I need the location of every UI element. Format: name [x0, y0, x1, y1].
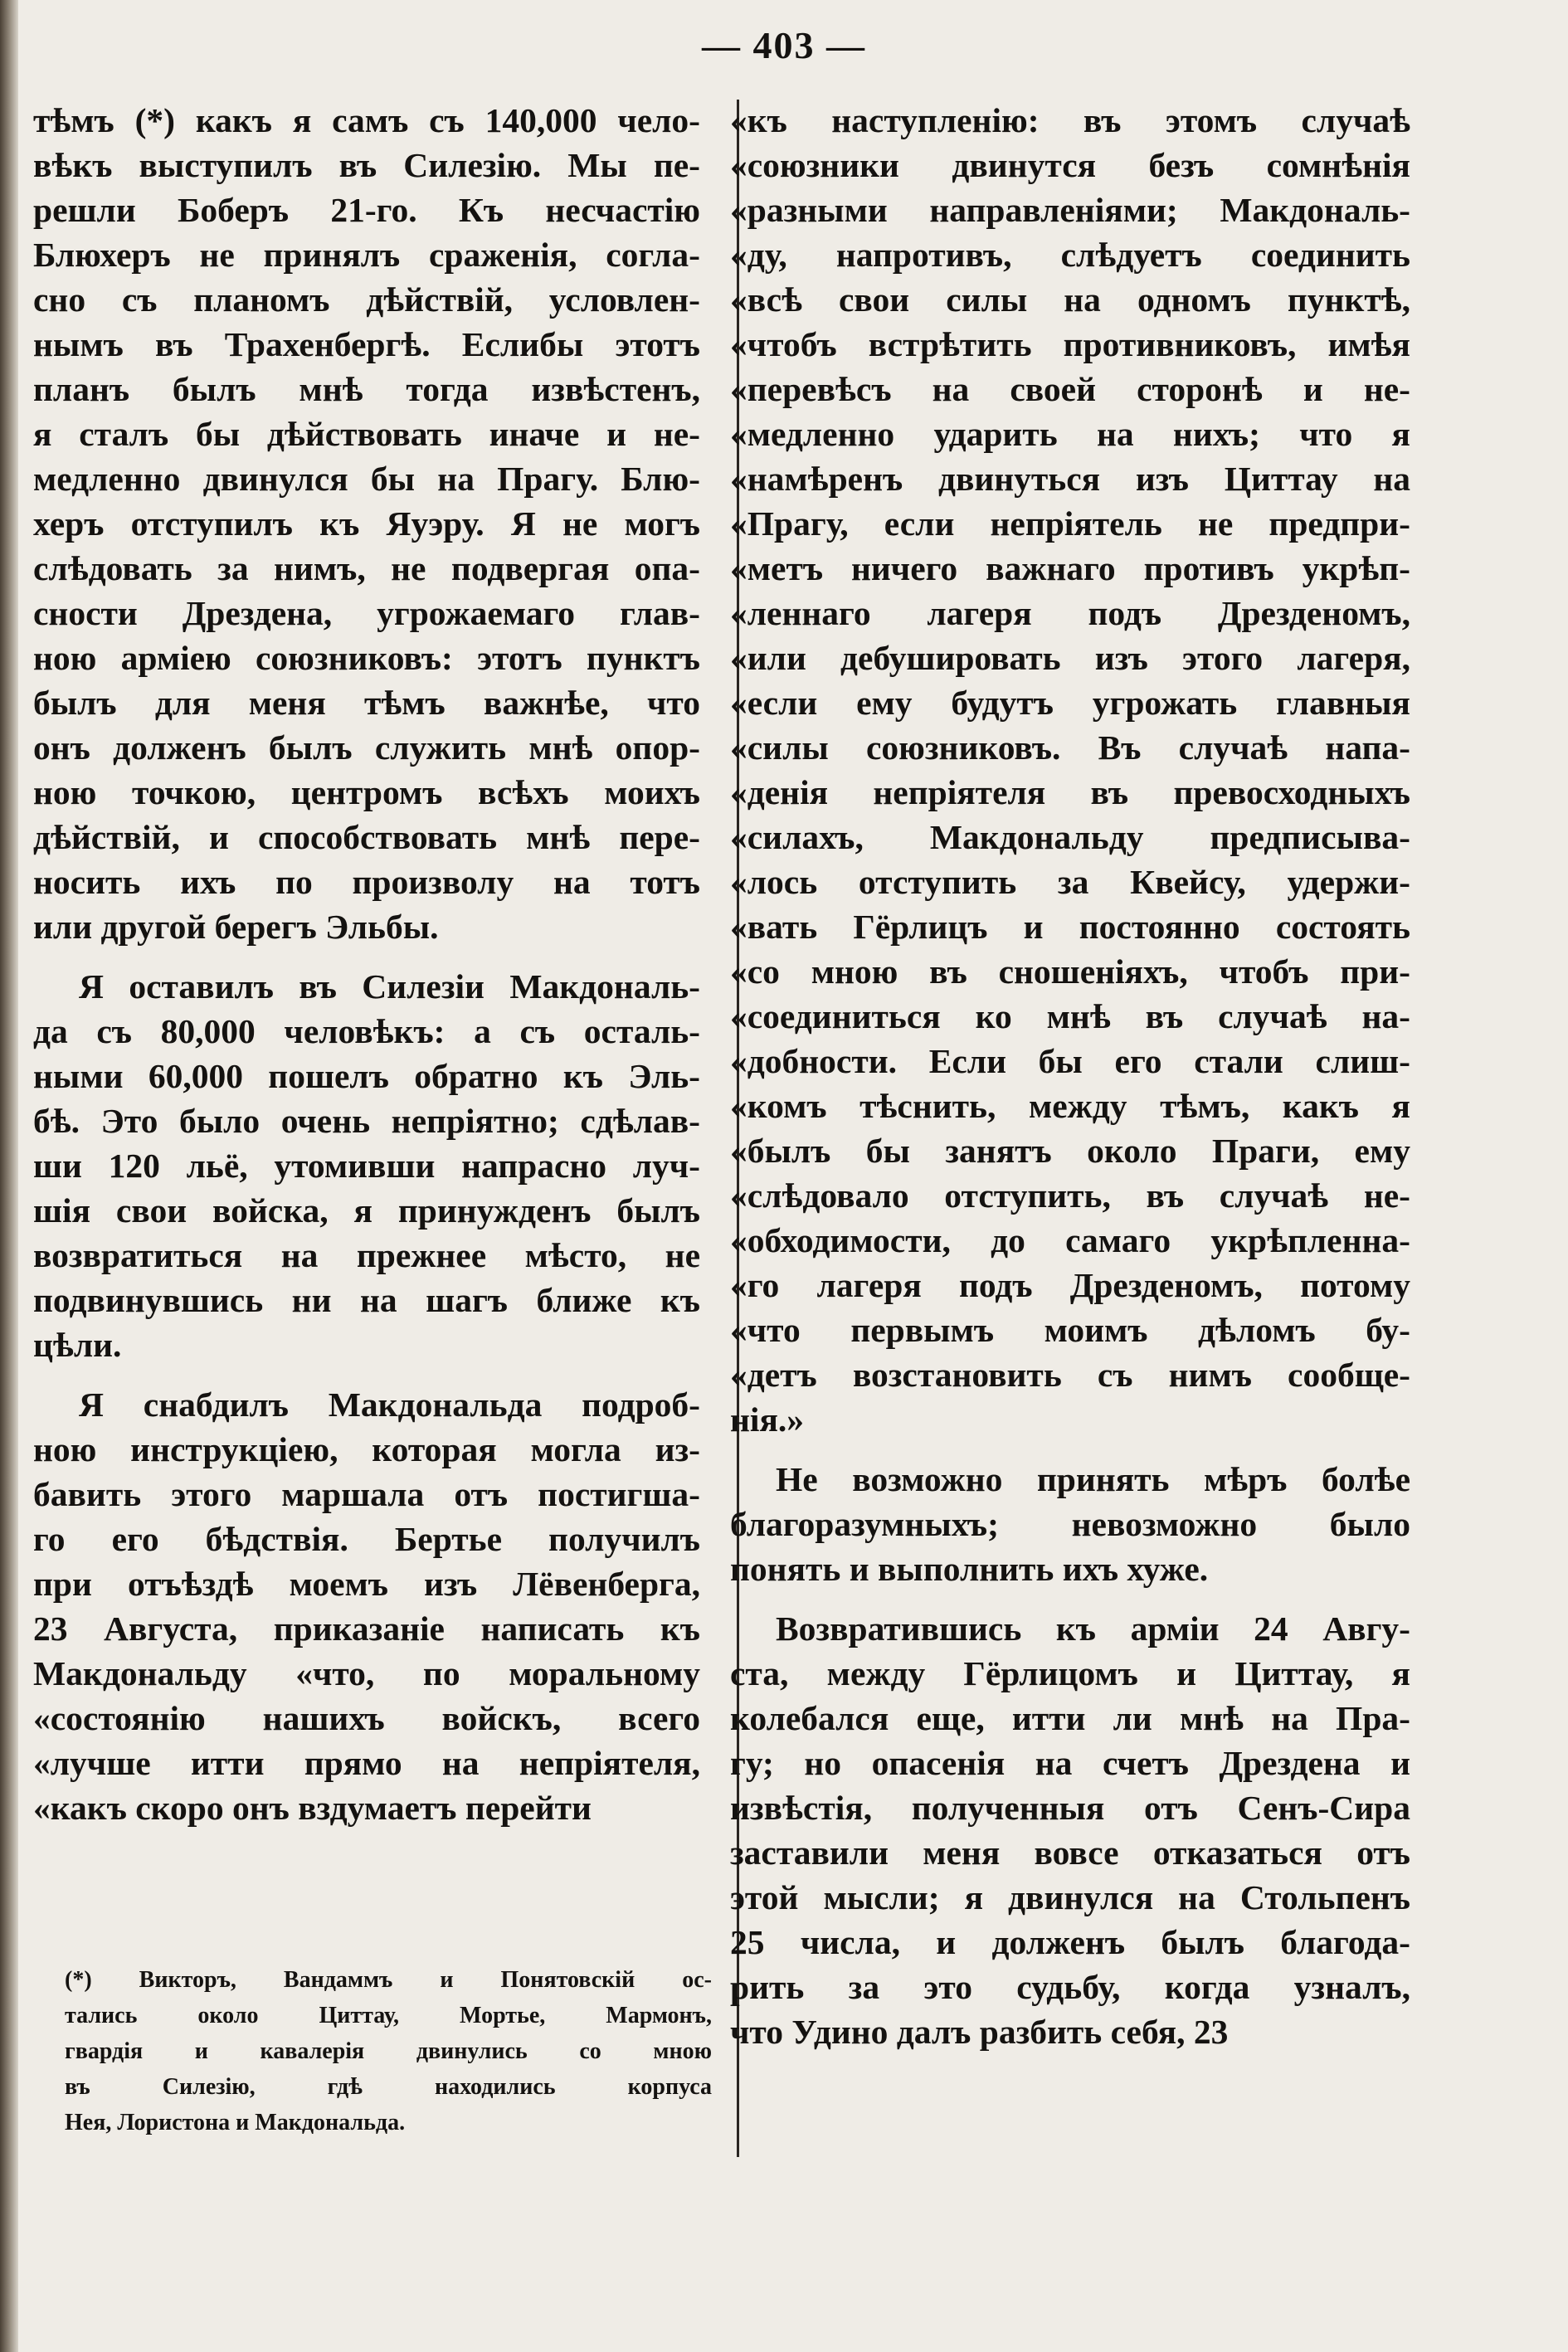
text-line: слѣдовать за нимъ, не подвергая опа- — [33, 549, 700, 587]
text-line: «Прагу, если непріятель не предпри- — [730, 504, 1410, 543]
text-line: колебался еще, итти ли мнѣ на Пра- — [730, 1699, 1410, 1737]
text-line: или другой берегъ Эльбы. — [33, 908, 439, 946]
text-line: решли Боберъ 21-го. Къ несчастію — [33, 191, 700, 229]
text-line: заставили меня вовсе отказаться отъ — [730, 1833, 1410, 1872]
text-line: «го лагеря подъ Дрезденомъ, потому — [730, 1266, 1410, 1304]
text-line: нымъ въ Трахенбергѣ. Еслибы этотъ — [33, 325, 700, 363]
text-line: «со мною въ сношеніяхъ, чтобъ при- — [730, 952, 1410, 991]
text-line: «всѣ свои силы на одномъ пунктѣ, — [730, 280, 1410, 319]
text-line: «вать Гёрлицъ и постоянно состоять — [730, 908, 1410, 946]
text-line: ною арміею союзниковъ: этотъ пунктъ — [33, 639, 700, 677]
text-line: «ду, напротивъ, слѣдуетъ соединить — [730, 236, 1410, 274]
footnote-line: тались около Циттау, Мортье, Мармонъ, — [65, 2003, 712, 2028]
text-line: Я снабдилъ Макдональда подроб- — [79, 1385, 700, 1424]
right-paragraph — [730, 98, 1410, 1442]
text-line: при отъѣздѣ моемъ изъ Лёвенберга, — [33, 1565, 700, 1603]
text-line: планъ былъ мнѣ тогда извѣстенъ, — [33, 370, 700, 408]
text-line: этой мысли; я двинулся на Стольпенъ — [730, 1878, 1410, 1916]
text-line: гу; но опасенія на счетъ Дрездена и — [730, 1744, 1410, 1782]
page-number: — 403 — — [702, 24, 866, 66]
text-line: понять и выполнить ихъ хуже. — [730, 1550, 1209, 1588]
right-paragraph — [730, 1606, 1410, 2054]
text-line: сно съ планомъ дѣйствій, условлен- — [33, 280, 700, 319]
text-line: ною инструкціею, которая могла из- — [33, 1430, 700, 1468]
text-line: «намѣренъ двинуться изъ Циттау на — [730, 460, 1410, 498]
text-line: благоразумныхъ; невозможно было — [730, 1505, 1410, 1543]
text-line: «что первымъ моимъ дѣломъ бу- — [730, 1311, 1410, 1349]
text-line: «леннаго лагеря подъ Дрезденомъ, — [730, 594, 1410, 632]
footnote-line: Нея, Лористона и Макдональда. — [65, 2110, 406, 2135]
text-line: Блюхеръ не принялъ сраженія, согла- — [33, 236, 700, 274]
left-paragraph — [33, 98, 700, 949]
text-line: «какъ скоро онъ вздумаетъ перейти — [33, 1789, 592, 1827]
right-paragraph — [730, 1457, 1410, 1591]
paragraph-gap — [33, 949, 700, 964]
text-line: «комъ тѣснить, между тѣмъ, какъ я — [730, 1087, 1410, 1125]
text-line: «лучше итти прямо на непріятеля, — [33, 1744, 700, 1782]
text-line: ши 120 льё, утомивши напрасно луч- — [33, 1147, 700, 1185]
text-line: «соединиться ко мнѣ въ случаѣ на- — [730, 997, 1410, 1035]
text-line: Не возможно принять мѣръ болѣе — [776, 1460, 1410, 1498]
text-line: дѣйствій, и способствовать мнѣ пере- — [33, 818, 700, 856]
text-line: «или дебушировать изъ этого лагеря, — [730, 639, 1410, 677]
text-line: «къ наступленію: въ этомъ случаѣ — [730, 101, 1410, 139]
text-line: «лось отступить за Квейсу, удержи- — [730, 863, 1410, 901]
text-line: Возвратившись къ арміи 24 Авгу- — [776, 1609, 1410, 1648]
text-line: «разными направленіями; Макдональ- — [730, 191, 1410, 229]
footnote-line: (*) Викторъ, Вандаммъ и Понятовскій ос- — [65, 1967, 712, 1993]
text-line: «силы союзниковъ. Въ случаѣ напа- — [730, 728, 1410, 767]
text-line: «былъ бы занятъ около Праги, ему — [730, 1132, 1410, 1170]
text-line: шія свои войска, я принужденъ былъ — [33, 1191, 700, 1230]
left-paragraph — [33, 1382, 700, 1830]
left-paragraph — [33, 964, 700, 1367]
text-line: «денія непріятеля въ превосходныхъ — [730, 773, 1410, 811]
text-line: нія.» — [730, 1400, 805, 1439]
footnote-line: гвардія и кавалерія двинулись со мною — [65, 2038, 712, 2064]
text-line: возвратиться на прежнее мѣсто, не — [33, 1236, 700, 1274]
text-line: вѣкъ выступилъ въ Силезію. Мы пе- — [33, 146, 700, 184]
text-line: Макдональду «что, по моральному — [33, 1654, 700, 1692]
text-line: «слѣдовало отступить, въ случаѣ не- — [730, 1176, 1410, 1215]
text-line: медленно двинулся бы на Прагу. Блю- — [33, 460, 700, 498]
text-line: «метъ ничего важнаго противъ укрѣп- — [730, 549, 1410, 587]
text-line: онъ долженъ былъ служить мнѣ опор- — [33, 728, 700, 767]
text-line: «состоянію нашихъ войскъ, всего — [33, 1699, 700, 1737]
text-line: «перевѣсъ на своей сторонѣ и не- — [730, 370, 1410, 408]
text-line: рить за это судьбу, когда узналъ, — [730, 1968, 1410, 2006]
text-line: Я оставилъ въ Силезіи Макдональ- — [79, 967, 700, 1006]
footnote — [65, 1962, 712, 2140]
text-line: ною точкою, центромъ всѣхъ моихъ — [33, 773, 700, 811]
text-line: «добности. Если бы его стали слиш- — [730, 1042, 1410, 1080]
paragraph-gap — [730, 1591, 1410, 1606]
text-line: бѣ. Это было очень непріятно; сдѣлав- — [33, 1102, 700, 1140]
text-line: херъ отступилъ къ Яуэру. Я не могъ — [33, 504, 700, 543]
text-line: подвинувшись ни на шагъ ближе къ — [33, 1281, 700, 1319]
text-line: цѣли. — [33, 1326, 122, 1364]
text-line: что Удино далъ разбить себя, 23 — [730, 2013, 1229, 2051]
text-line: бавить этого маршала отъ постигша- — [33, 1475, 700, 1513]
text-line: извѣстія, полученныя отъ Сенъ-Сира — [730, 1789, 1410, 1827]
text-line: 25 числа, и долженъ былъ благода- — [730, 1923, 1410, 1961]
paragraph-gap — [33, 1367, 700, 1382]
text-line: «силахъ, Макдональду предписыва- — [730, 818, 1410, 856]
text-line: да съ 80,000 человѣкъ: а съ осталь- — [33, 1012, 700, 1050]
text-line: сности Дрездена, угрожаемаго глав- — [33, 594, 700, 632]
left-column — [33, 98, 700, 1830]
page-edge-shadow — [0, 0, 18, 2352]
text-line: ными 60,000 пошелъ обратно къ Эль- — [33, 1057, 700, 1095]
text-line: «детъ возстановить съ нимъ сообще- — [730, 1356, 1410, 1394]
paragraph-gap — [730, 1442, 1410, 1457]
text-line: я сталъ бы дѣйствовать иначе и не- — [33, 415, 700, 453]
text-line: «обходимости, до самаго укрѣпленна- — [730, 1221, 1410, 1259]
text-line: носить ихъ по произволу на тотъ — [33, 863, 700, 901]
text-line: былъ для меня тѣмъ важнѣе, что — [33, 684, 700, 722]
text-line: го его бѣдствія. Бертье получилъ — [33, 1520, 700, 1558]
text-line: тѣмъ (*) какъ я самъ съ 140,000 чело- — [33, 101, 700, 139]
text-line: «чтобъ встрѣтить противниковъ, имѣя — [730, 325, 1410, 363]
text-line: «союзники двинутся безъ сомнѣнія — [730, 146, 1410, 184]
text-line: ста, между Гёрлицомъ и Циттау, я — [730, 1654, 1410, 1692]
footnote-line: въ Силезію, гдѣ находились корпуса — [65, 2074, 712, 2100]
text-line: 23 Августа, приказаніе написать къ — [33, 1609, 700, 1648]
text-line: «если ему будутъ угрожать главныя — [730, 684, 1410, 722]
right-column — [730, 98, 1410, 2054]
text-line: «медленно ударить на нихъ; что я — [730, 415, 1410, 453]
